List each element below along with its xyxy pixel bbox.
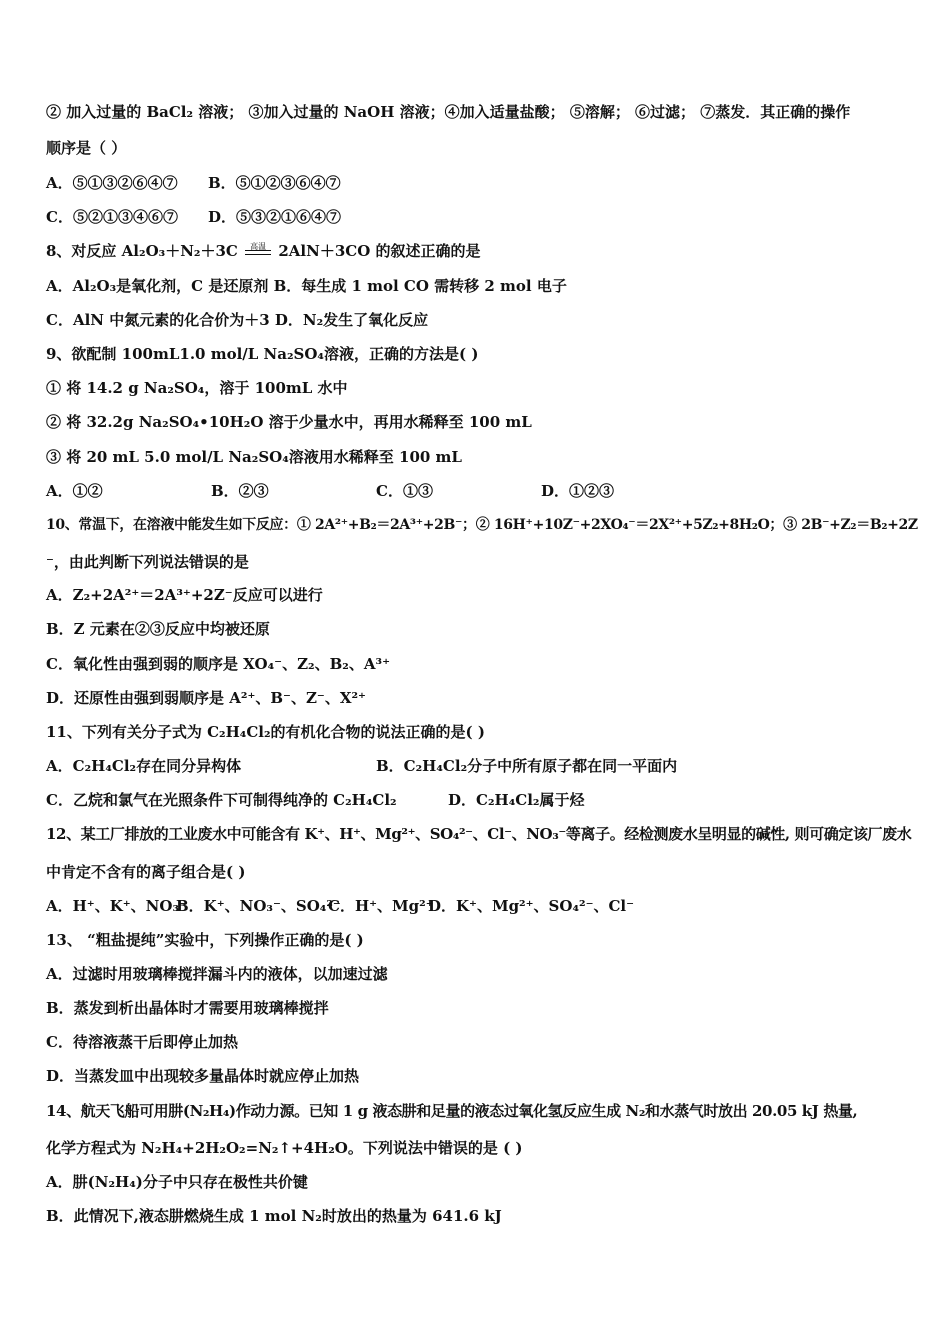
q9-item-1: ① 将 14.2 g Na₂SO₄，溶于 100mL 水中 bbox=[46, 379, 348, 397]
q11-option-b: B．C₂H₄Cl₂分子中所有原子都在同一平面内 bbox=[376, 757, 678, 775]
q7-stem-line1: ② 加入过量的 BaCl₂ 溶液； ③加入过量的 NaOH 溶液；④加入适量盐酸； ⑤溶解； ⑥过滤； ⑦蒸发．其正确的操作 bbox=[46, 103, 851, 121]
q14-option-a: A．肼(N₂H₄)分子中只存在极性共价键 bbox=[46, 1173, 308, 1191]
q11-option-d: D．C₂H₄Cl₂属于烃 bbox=[448, 791, 585, 809]
q8-stem bbox=[46, 241, 480, 261]
q7-options-row1 bbox=[46, 173, 341, 193]
q13-option-b: B．蒸发到析出晶体时才需要用玻璃棒搅拌 bbox=[46, 999, 329, 1017]
q7-options-row2 bbox=[46, 207, 341, 227]
q13-option-c: C．待溶液蒸干后即停止加热 bbox=[46, 1033, 238, 1051]
q9-item-2: ② 将 32.2g Na₂SO₄•10H₂O 溶于少量水中，再用水稀释至 100 mL bbox=[46, 413, 532, 431]
q14-stem-line2: 化学方程式为 N₂H₄+2H₂O₂=N₂↑+4H₂O。下列说法中错误的是 ( ) bbox=[46, 1139, 523, 1157]
q10-option-a: A．Z₂+2A²⁺＝2A³⁺+2Z⁻反应可以进行 bbox=[46, 586, 323, 604]
q10-option-c: C．氧化性由强到弱的顺序是 XO₄⁻、Z₂、B₂、A³⁺ bbox=[46, 655, 390, 673]
q9-option-b: B．②③ bbox=[211, 482, 269, 500]
q10-stem-line2: ⁻，由此判断下列说法错误的是 bbox=[46, 553, 249, 571]
q7-option-b: B．⑤①②③⑥④⑦ bbox=[208, 174, 341, 192]
q7-option-d: D．⑤③②①⑥④⑦ bbox=[208, 208, 342, 226]
q11-options-row2 bbox=[46, 790, 584, 810]
reaction-condition-arrow bbox=[243, 241, 273, 261]
q9-option-d: D．①②③ bbox=[541, 482, 615, 500]
q12-options bbox=[46, 896, 634, 916]
q10-option-d: D．还原性由强到弱顺序是 A²⁺、B⁻、Z⁻、X²⁺ bbox=[46, 689, 366, 707]
q12-option-a: A．H⁺、K⁺、NO₃⁻ bbox=[46, 897, 187, 915]
q13-option-a: A．过滤时用玻璃棒搅拌漏斗内的液体，以加速过滤 bbox=[46, 965, 388, 983]
q14-option-b: B．此情况下,液态肼燃烧生成 1 mol N₂时放出的热量为 641.6 kJ bbox=[46, 1207, 502, 1225]
q9-item-3: ③ 将 20 mL 5.0 mol/L Na₂SO₄溶液用水稀释至 100 mL bbox=[46, 448, 462, 466]
q11-stem: 11、下列有关分子式为 C₂H₄Cl₂的有机化合物的说法正确的是( ) bbox=[46, 723, 485, 741]
q9-options bbox=[46, 481, 614, 501]
q13-stem: 13、 “粗盐提纯”实验中，下列操作正确的是( ) bbox=[46, 931, 364, 949]
q9-stem: 9、欲配制 100mL1.0 mol/L Na₂SO₄溶液，正确的方法是( ) bbox=[46, 345, 479, 363]
q9-option-a: A．①② bbox=[46, 482, 103, 500]
q12-option-b: B．K⁺、NO₃⁻、SO₄²⁻ bbox=[176, 897, 341, 915]
q11-option-a: A．C₂H₄Cl₂存在同分异构体 bbox=[46, 757, 242, 775]
q12-stem-line2: 中肯定不含有的离子组合是( ) bbox=[46, 863, 246, 881]
q12-option-d: D．K⁺、Mg²⁺、SO₄²⁻、Cl⁻ bbox=[428, 897, 635, 915]
q14-stem-line1: 14、航天飞船可用肼(N₂H₄)作动力源。已知 1 g 液态肼和足量的液态过氧化氢反应生成 N₂和水蒸气时放出 20.05 kJ 热量, bbox=[46, 1102, 858, 1120]
q8-stem-products: 2AlN＋3CO 的叙述正确的是 bbox=[278, 242, 481, 260]
reaction-condition-label: 高温 bbox=[250, 242, 267, 251]
q12-option-c: C．H⁺、Mg²⁺ bbox=[328, 897, 434, 915]
q12-stem-line1: 12、某工厂排放的工业废水中可能含有 K⁺、H⁺、Mg²⁺、SO₄²⁻、Cl⁻、NO₃⁻等离子。经检测废水呈明显的碱性, 则可确定该厂废水 bbox=[46, 825, 912, 843]
q11-options-row1 bbox=[46, 756, 677, 776]
q10-option-b: B．Z 元素在②③反应中均被还原 bbox=[46, 620, 270, 638]
q7-option-c: C．⑤②①③④⑥⑦ bbox=[46, 208, 178, 226]
q13-option-d: D．当蒸发皿中出现较多量晶体时就应停止加热 bbox=[46, 1067, 360, 1085]
q10-stem-line1: 10、常温下，在溶液中能发生如下反应：① 2A²⁺+B₂＝2A³⁺+2B⁻；② 16H⁺+10Z⁻+2XO₄⁻＝2X²⁺+5Z₂+8H₂O；③ 2B⁻+Z₂＝B₂+2Z bbox=[46, 517, 918, 533]
q9-option-c: C．①③ bbox=[376, 482, 433, 500]
q11-option-c: C．乙烷和氯气在光照条件下可制得纯净的 C₂H₄Cl₂ bbox=[46, 791, 397, 809]
q7-option-a: A．⑤①③②⑥④⑦ bbox=[46, 174, 178, 192]
q8-options-ab: A．Al₂O₃是氧化剂，C 是还原剂 B．每生成 1 mol CO 需转移 2 mol 电子 bbox=[46, 277, 567, 295]
q8-stem-reactants: 8、对反应 Al₂O₃＋N₂＋3C bbox=[46, 242, 238, 260]
q8-options-cd: C．AlN 中氮元素的化合价为＋3 D．N₂发生了氧化反应 bbox=[46, 311, 429, 329]
q7-stem-line2: 顺序是（ ） bbox=[46, 139, 127, 157]
